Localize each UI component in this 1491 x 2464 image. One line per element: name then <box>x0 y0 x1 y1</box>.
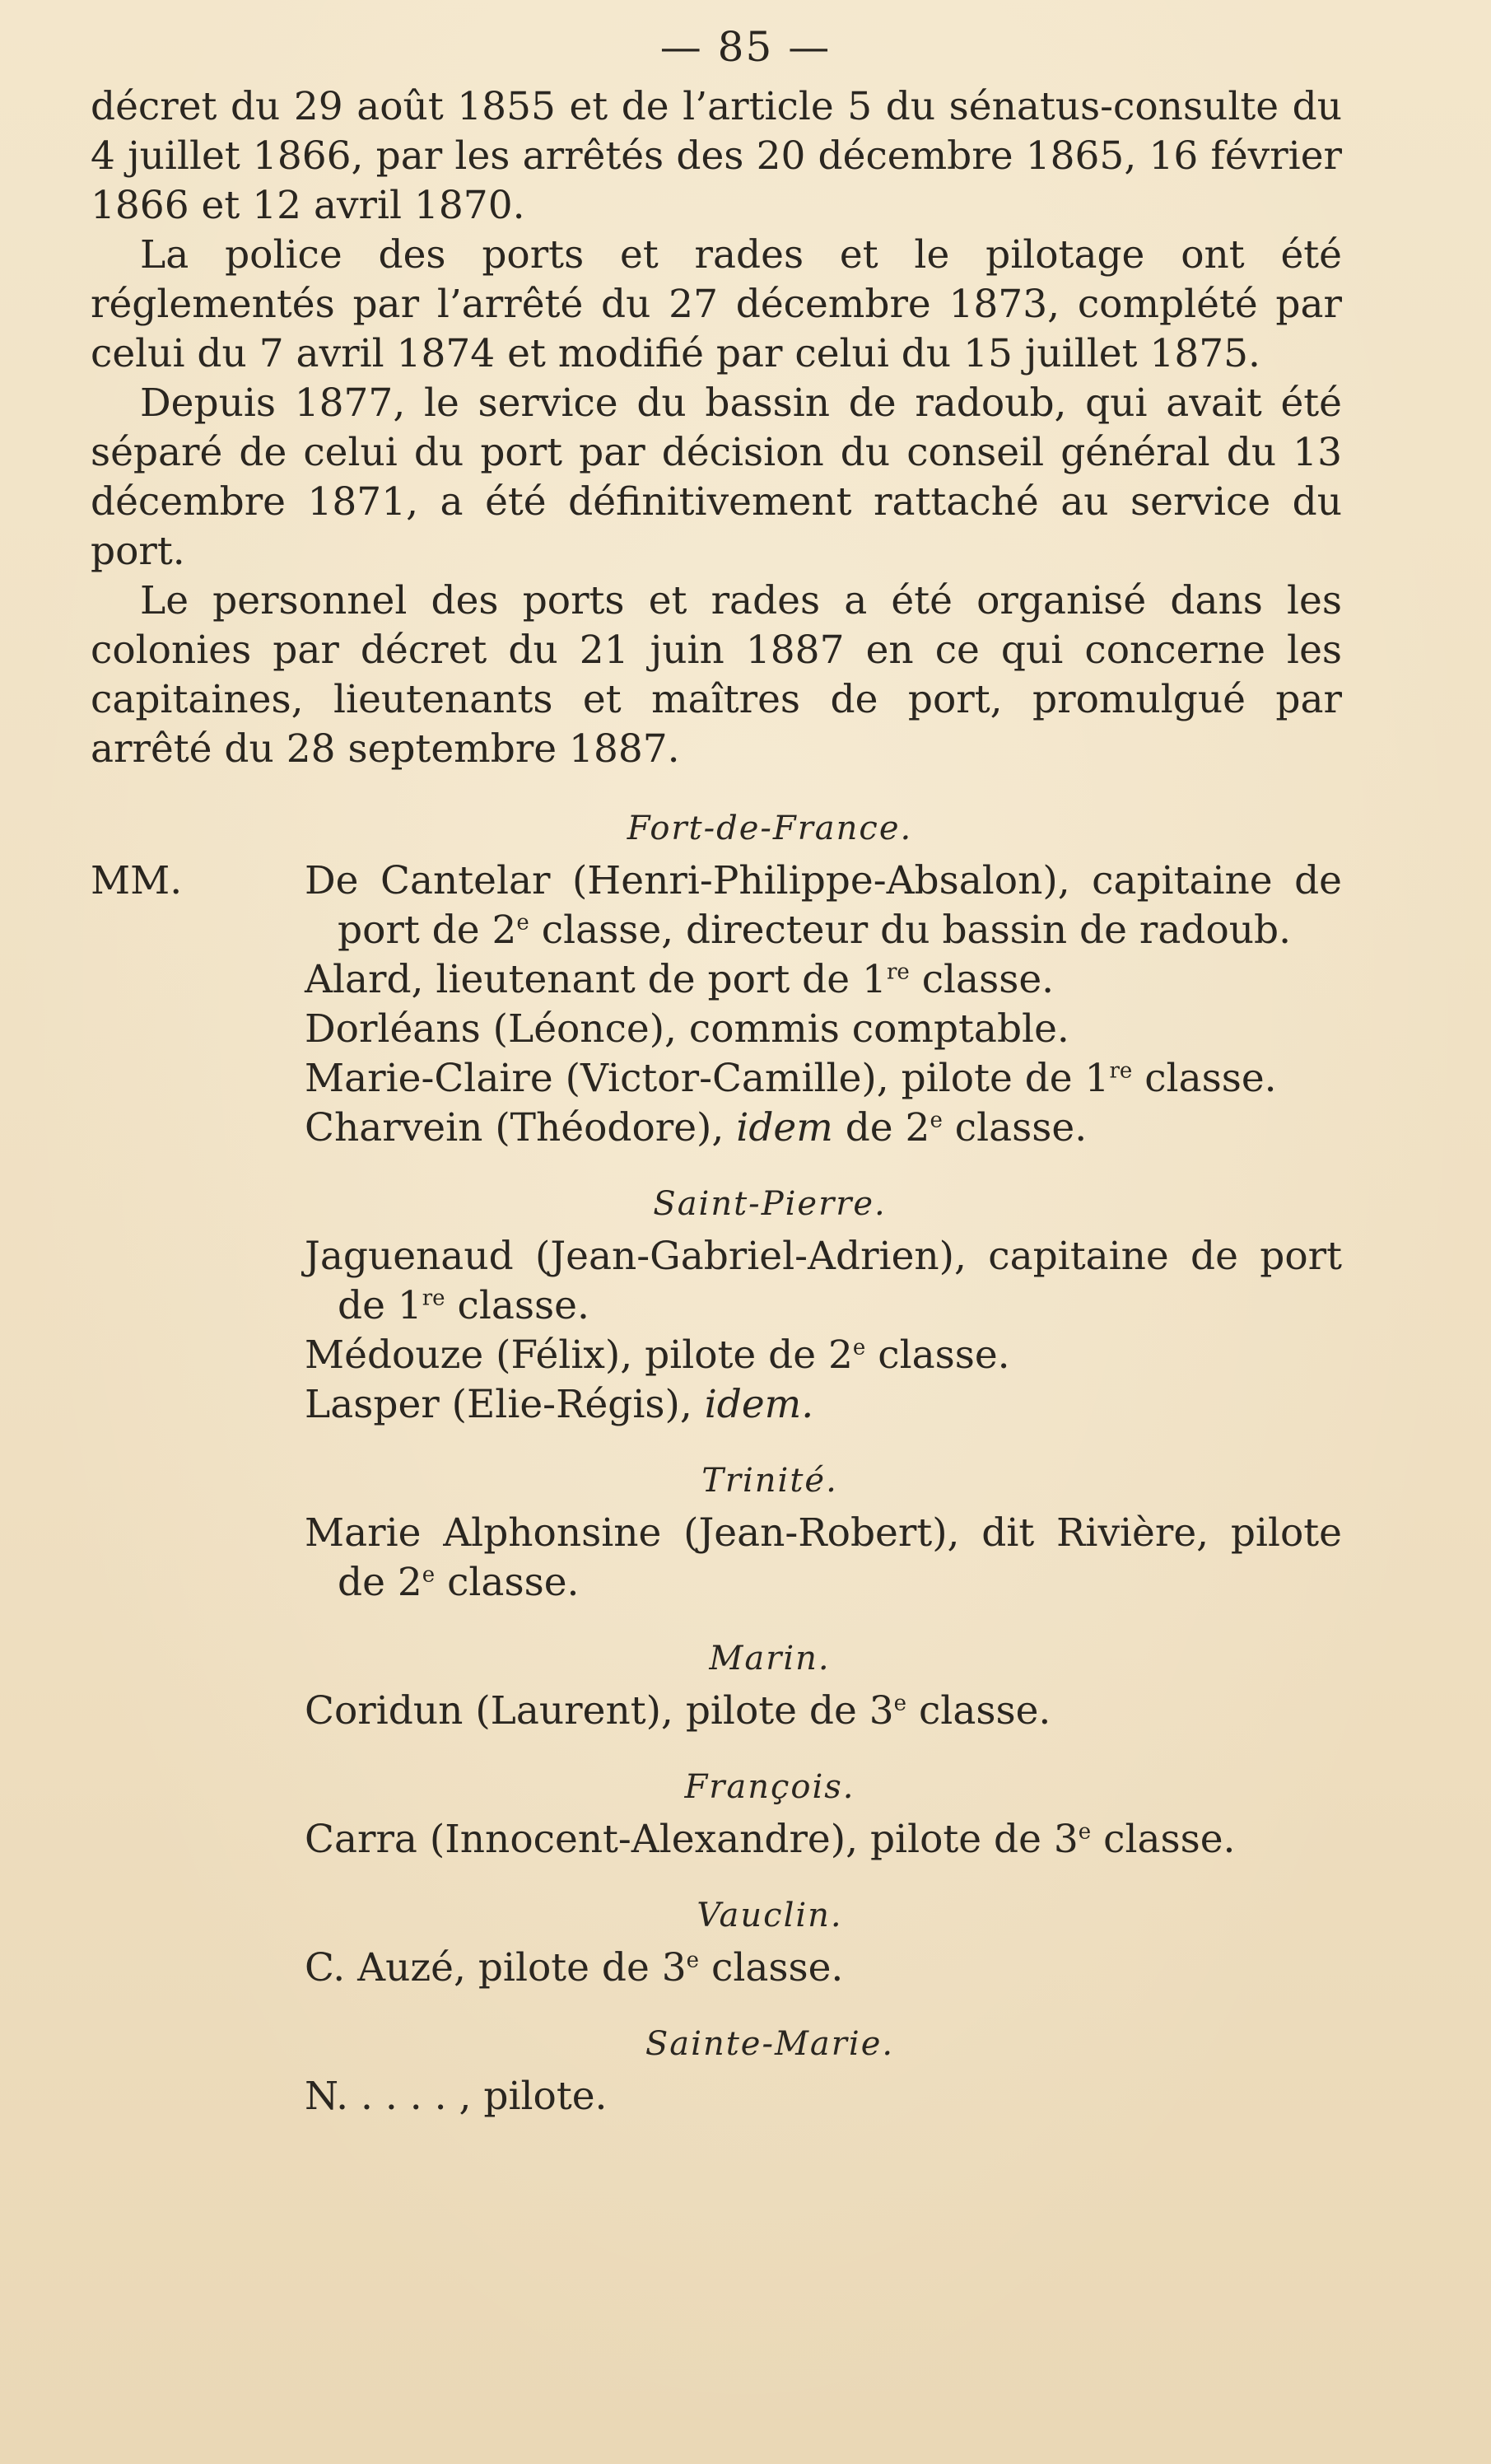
list-item <box>91 2072 1342 2121</box>
section-vauclin <box>91 1892 1342 1993</box>
list-item <box>91 1944 1342 1993</box>
entry-text: Carra (Innocent-Alexandre), pilote de 3 <box>305 1817 1079 1862</box>
entry-text-end: classe. <box>909 957 1055 1002</box>
section-marin <box>91 1636 1342 1736</box>
entry-list <box>91 1944 1342 1993</box>
section-heading: Trinité. <box>701 1462 838 1500</box>
mm-label: MM. <box>91 858 183 903</box>
entry-text-end: classe. <box>1132 1056 1277 1101</box>
entry-superscript: e <box>422 1562 436 1588</box>
entry-text: Alard, lieutenant de port de 1 <box>305 957 887 1002</box>
entry-superscript: e <box>516 910 529 936</box>
entry-list <box>91 856 1342 1153</box>
entry-superscript: e <box>930 1108 943 1133</box>
entry-superscript: e <box>852 1335 866 1360</box>
entry-text-end: classe. <box>865 1332 1010 1378</box>
section-francois <box>91 1764 1342 1864</box>
section-saint-pierre <box>91 1181 1342 1430</box>
entry-list <box>91 1815 1342 1864</box>
entry-text: Jaguenaud (Jean-Gabriel-Adrien), capitaine de port de 1 <box>305 1234 1342 1328</box>
paragraph-3: Depuis 1877, le service du bassin de radoub, qui avait été séparé de celui du port par décision du conseil général du 13 décembre 1871, a été définitivement rattaché au service du port. <box>91 380 1342 574</box>
entry-text-mid: de 2 <box>832 1105 930 1150</box>
entry-text-end: classe. <box>942 1105 1088 1150</box>
section-fort-de-france <box>91 805 1342 1153</box>
entry-superscript: e <box>893 1691 907 1716</box>
list-item <box>91 856 1342 955</box>
section-heading: Saint-Pierre. <box>653 1185 887 1223</box>
entry-superscript: re <box>886 959 910 985</box>
entry-text-end: classe. <box>699 1945 844 1990</box>
list-item <box>91 1232 1342 1331</box>
list-item <box>91 955 1342 1005</box>
entry-superscript: re <box>1109 1058 1133 1084</box>
paragraph-1: décret du 29 août 1855 et de l’article 5 du sénatus-consulte du 4 juillet 1866, par les arrêtés des 20 décembre 1865, 16 février 1866 et 12 avril 1870. <box>91 84 1342 228</box>
page-body <box>91 82 1342 2121</box>
list-item <box>91 1331 1342 1380</box>
entry-text-end: classe. <box>1091 1817 1236 1862</box>
entry-text: Coridun (Laurent), pilote de 3 <box>305 1688 894 1734</box>
entry-text: Lasper (Elie-Régis), <box>305 1382 705 1427</box>
entry-superscript: re <box>422 1286 445 1311</box>
section-heading: Fort-de-France. <box>627 810 913 847</box>
entry-text: N. . . . . , pilote. <box>305 2074 608 2119</box>
entry-superscript: e <box>686 1948 700 1973</box>
list-item <box>91 1815 1342 1864</box>
entry-text: Charvein (Théodore), <box>305 1105 737 1150</box>
section-heading: Marin. <box>709 1640 831 1678</box>
section-heading: Vauclin. <box>697 1897 843 1934</box>
list-item <box>91 1509 1342 1608</box>
entry-text-end: classe. <box>445 1283 589 1328</box>
page-number: — 85 — <box>659 23 832 71</box>
section-heading: Sainte-Marie. <box>645 2025 895 2063</box>
entry-text: De Cantelar (Henri-Philippe-Absalon), capitaine de port de 2 <box>305 858 1342 953</box>
entry-text-end: classe, directeur du bassin de radoub. <box>529 908 1292 953</box>
section-sainte-marie <box>91 2021 1342 2121</box>
entry-list <box>91 1687 1342 1736</box>
paragraph-2: La police des ports et rades et le pilotage ont été réglementés par l’arrêté du 27 décembre 1873, complété par celui du 7 avril 1874 et modifié par celui du 15 juillet 1875. <box>91 232 1342 376</box>
entry-italic-text: idem <box>736 1105 833 1150</box>
entry-list <box>91 1232 1342 1430</box>
entry-text-end: classe. <box>906 1688 1051 1734</box>
entry-text: C. Auzé, pilote de 3 <box>305 1945 687 1990</box>
list-item <box>91 1380 1342 1430</box>
entry-text: Marie-Claire (Victor-Camille), pilote de 1 <box>305 1056 1110 1101</box>
entry-list <box>91 2072 1342 2121</box>
list-item <box>91 1104 1342 1153</box>
list-item <box>91 1005 1342 1054</box>
entry-list <box>91 1509 1342 1608</box>
entry-italic-text: idem. <box>704 1382 814 1427</box>
section-trinite <box>91 1458 1342 1608</box>
entry-text: Médouze (Félix), pilote de 2 <box>305 1332 853 1378</box>
entry-text-end: classe. <box>435 1560 580 1605</box>
section-heading: François. <box>684 1768 855 1806</box>
entry-text: Marie Alphonsine (Jean-Robert), dit Rivière, pilote de 2 <box>305 1510 1342 1605</box>
list-item <box>91 1687 1342 1736</box>
paragraph-4: Le personnel des ports et rades a été organisé dans les colonies par décret du 21 juin 1887 en ce qui concerne les capitaines, lieutenants et maîtres de port, promulgué par arrêté du 28 septembre 1887. <box>91 578 1342 772</box>
entry-text: Dorléans (Léonce), commis comptable. <box>305 1006 1069 1052</box>
entry-superscript: e <box>1078 1819 1092 1845</box>
list-item <box>91 1054 1342 1104</box>
